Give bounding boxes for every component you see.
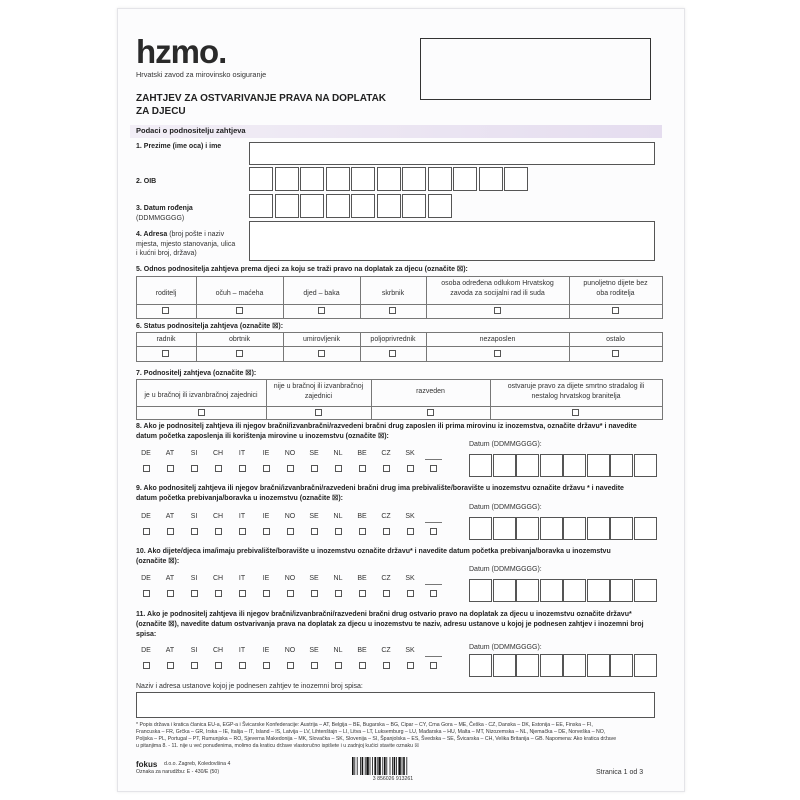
barcode-bar xyxy=(396,757,397,775)
q8-country-checkbox-nl[interactable] xyxy=(335,465,342,472)
q8-country-checkbox-ie[interactable] xyxy=(263,465,270,472)
oib-digit-cell[interactable] xyxy=(453,167,477,191)
barcode-bar xyxy=(370,757,371,775)
q8-country-checkbox-other[interactable] xyxy=(430,465,437,472)
country-code-label: SK xyxy=(405,647,415,654)
q7-checkbox-zajednica[interactable] xyxy=(198,409,205,416)
field-address-hint: i kućni broj, država) xyxy=(136,250,197,257)
q10-country-checkbox-nl[interactable] xyxy=(335,590,342,597)
q6-option-label: obrtnik xyxy=(228,336,250,343)
oib-digit-cell[interactable] xyxy=(249,167,273,191)
country-code-label: IE xyxy=(262,450,270,457)
oib-digit-cell[interactable] xyxy=(326,167,350,191)
q9-country-checkbox-be[interactable] xyxy=(359,528,366,535)
q11-country-checkbox-other[interactable] xyxy=(430,662,437,669)
q9-date-digit-cell[interactable] xyxy=(563,517,586,540)
divider xyxy=(136,346,663,347)
q11-date-digit-cell[interactable] xyxy=(516,654,539,677)
q11-country-checkbox-at[interactable] xyxy=(167,662,174,669)
barcode-bar xyxy=(352,757,354,775)
q5-option-label: djed – baka xyxy=(303,290,340,297)
oib-digit-cell[interactable] xyxy=(275,167,299,191)
divider xyxy=(136,332,663,333)
country-code-label: SK xyxy=(405,450,415,457)
q10-date-digit-cell[interactable] xyxy=(587,579,610,602)
q6-checkbox-nezaposlen[interactable] xyxy=(494,350,501,357)
q10-country-checkbox-other[interactable] xyxy=(430,590,437,597)
country-code-label: BE xyxy=(357,647,367,654)
q11-country-checkbox-be[interactable] xyxy=(359,662,366,669)
q8-date-digit-cell[interactable] xyxy=(516,454,539,477)
barcode-bar xyxy=(392,757,393,775)
q11-date-digit-cell[interactable] xyxy=(540,654,563,677)
country-code-label: SE xyxy=(309,513,319,520)
q8-date-digit-cell[interactable] xyxy=(493,454,516,477)
field-name-label: 1. Prezime (ime oca) i ime xyxy=(136,143,222,150)
country-code-label: NL xyxy=(333,513,343,520)
q10-country-checkbox-no[interactable] xyxy=(287,590,294,597)
institute-name: Hrvatski zavod za mirovinsko osiguranje xyxy=(136,70,267,79)
country-code-label: IE xyxy=(262,647,270,654)
q10-text-line: (označite ☒): xyxy=(136,558,180,565)
field-dob-format: (DDMMGGGG) xyxy=(136,215,185,222)
country-code-label: NO xyxy=(284,450,296,457)
publisher-name: fokus xyxy=(136,760,158,769)
q9-country-checkbox-other[interactable] xyxy=(430,528,437,535)
country-code-label: SI xyxy=(190,647,198,654)
q11-date-digit-cell[interactable] xyxy=(469,654,492,677)
country-code-label: SK xyxy=(405,513,415,520)
country-code-label: IE xyxy=(262,513,270,520)
country-code-label: NL xyxy=(333,575,343,582)
q10-text-line: 10. Ako dijete/djeca ima/imaju prebivalište/boravište u inozemstvu označite državu* i navedite datum početka prebivanja/boravka u inozemstvu xyxy=(136,548,611,555)
country-writein-line[interactable] xyxy=(425,459,442,460)
q6-option-label: nezaposlen xyxy=(479,336,516,343)
q11-date-label: Datum (DDMMGGGG): xyxy=(469,644,542,651)
q7-title: 7. Podnositelj zahtjeva (označite ☒): xyxy=(136,370,257,377)
q8-text-line: 8. Ako je podnositelj zahtjeva ili njegov bračni/izvanbračni/razvedeni bračni drug zaposlen ili prima mirovinu iz inozemstva, označite državu* i navedite xyxy=(136,423,637,430)
barcode-bar xyxy=(362,757,364,775)
q9-text-line: datum početka prebivanja/boravka u inozemstvu (označite ☒): xyxy=(136,495,343,502)
q10-date-label: Datum (DDMMGGGG): xyxy=(469,566,542,573)
q5-option-label: očuh – maćeha xyxy=(215,290,264,297)
q9-country-checkbox-nl[interactable] xyxy=(335,528,342,535)
divider xyxy=(136,419,663,420)
oib-digit-cell[interactable] xyxy=(402,167,426,191)
country-code-label: CZ xyxy=(381,575,391,582)
q5-option-label: roditelj xyxy=(155,290,177,297)
country-code-label: BE xyxy=(357,575,367,582)
country-code-label: SI xyxy=(190,575,198,582)
q8-country-checkbox-se[interactable] xyxy=(311,465,318,472)
q10-country-checkbox-se[interactable] xyxy=(311,590,318,597)
field-dob-label: 3. Datum rođenja xyxy=(136,205,193,212)
country-code-label: CZ xyxy=(381,513,391,520)
q5-checkbox-osoba-odredena[interactable] xyxy=(494,307,501,314)
country-code-label: DE xyxy=(141,450,151,457)
form-title-line: ZAHTJEV ZA OSTVARIVANJE PRAVA NA DOPLATAK xyxy=(136,93,387,104)
q10-date-digit-cell[interactable] xyxy=(540,579,563,602)
barcode-bar xyxy=(365,757,366,775)
country-code-label: AT xyxy=(165,450,175,457)
q9-country-checkbox-no[interactable] xyxy=(287,528,294,535)
q5-title: 5. Odnos podnositelja zahtjeva prema djeci za koju se traži pravo na doplatak za djecu (označite ☒): xyxy=(136,266,468,273)
q7-checkbox-razveden[interactable] xyxy=(427,409,434,416)
country-code-label: CH xyxy=(212,450,224,457)
country-code-label: IT xyxy=(238,450,246,457)
form-title-line: ZA DJECU xyxy=(136,106,186,117)
q8-date-digit-cell[interactable] xyxy=(540,454,563,477)
divider xyxy=(136,361,663,362)
dob-digit-cell[interactable] xyxy=(351,194,375,218)
barcode-bar xyxy=(372,757,373,775)
q10-country-checkbox-ie[interactable] xyxy=(263,590,270,597)
barcode-graphic xyxy=(351,757,435,775)
q8-country-checkbox-de[interactable] xyxy=(143,465,150,472)
country-writein-line[interactable] xyxy=(425,584,442,585)
q8-date-digit-cell[interactable] xyxy=(563,454,586,477)
form-page xyxy=(117,8,685,792)
q11-country-checkbox-se[interactable] xyxy=(311,662,318,669)
country-code-label: DE xyxy=(141,647,151,654)
barcode-bar xyxy=(402,757,403,775)
q5-checkbox-skrbnik[interactable] xyxy=(389,307,396,314)
q5-option-label: skrbnik xyxy=(381,290,405,297)
q11-date-digit-cell[interactable] xyxy=(610,654,633,677)
oib-digit-cell[interactable] xyxy=(428,167,452,191)
q9-country-checkbox-it[interactable] xyxy=(239,528,246,535)
q7-option-label: je u bračnoj ili izvanbračnoj zajednici xyxy=(144,392,258,399)
q9-date-digit-cell[interactable] xyxy=(610,517,633,540)
q9-date-digit-cell[interactable] xyxy=(493,517,516,540)
q9-country-checkbox-de[interactable] xyxy=(143,528,150,535)
q10-country-checkbox-ch[interactable] xyxy=(215,590,222,597)
barcode-bar xyxy=(382,757,383,775)
q8-country-checkbox-ch[interactable] xyxy=(215,465,222,472)
q8-country-checkbox-at[interactable] xyxy=(167,465,174,472)
q11-text-line: spisa: xyxy=(136,631,157,638)
oib-digit-cell[interactable] xyxy=(300,167,324,191)
q9-date-label: Datum (DDMMGGGG): xyxy=(469,504,542,511)
q5-checkbox-djed-baka[interactable] xyxy=(318,307,325,314)
q8-date-label: Datum (DDMMGGGG): xyxy=(469,441,542,448)
section-title: Podaci o podnositelju zahtjeva xyxy=(136,126,246,135)
q10-date-digit-cell[interactable] xyxy=(563,579,586,602)
q10-country-checkbox-it[interactable] xyxy=(239,590,246,597)
q6-checkbox-ostalo[interactable] xyxy=(612,350,619,357)
barcode-bar xyxy=(384,757,386,775)
country-code-label: SE xyxy=(309,647,319,654)
divider xyxy=(136,276,663,277)
q10-date-digit-cell[interactable] xyxy=(634,579,657,602)
publisher-address: d.o.o. Zagreb, Koledovšina 4 xyxy=(164,761,231,767)
oib-digit-cell[interactable] xyxy=(504,167,528,191)
q8-date-digit-cell[interactable] xyxy=(587,454,610,477)
barcode-bar xyxy=(354,757,355,775)
hzmo-logo: hzmo. xyxy=(136,33,227,70)
q7-option-label: nije u bračnoj ili izvanbračnoj xyxy=(273,383,364,390)
barcode-bar xyxy=(386,757,387,775)
country-code-label: AT xyxy=(165,575,175,582)
barcode-bar xyxy=(357,757,358,775)
q5-option-label: punoljetno dijete bez xyxy=(583,280,648,287)
q6-checkbox-radnik[interactable] xyxy=(162,350,169,357)
q10-date-digit-cell[interactable] xyxy=(610,579,633,602)
footnote-line: u pitanjima 8. - 11. nije u već ponuđenima, molimo da kraticu države vlastoručno ispišete i u zadnjoj kućici stavite oznaku ☒ xyxy=(136,743,420,749)
country-code-label: NO xyxy=(284,513,296,520)
q8-country-checkbox-no[interactable] xyxy=(287,465,294,472)
q11-text-line: 11. Ako je podnositelj zahtjeva ili njegov bračni/izvanbračni/razvedeni bračni drug ostvario pravo na doplatak za djecu u inozemstvu označite državu* xyxy=(136,611,632,618)
country-code-label: CH xyxy=(212,575,224,582)
barcode-bar xyxy=(403,757,405,775)
dob-digit-cell[interactable] xyxy=(428,194,452,218)
q8-country-checkbox-be[interactable] xyxy=(359,465,366,472)
barcode-bar xyxy=(378,757,380,775)
q11-country-checkbox-de[interactable] xyxy=(143,662,150,669)
q10-country-checkbox-be[interactable] xyxy=(359,590,366,597)
barcode-number: 3 856026 913261 xyxy=(372,776,414,782)
q5-checkbox-punoljetno-dijete[interactable] xyxy=(612,307,619,314)
country-code-label: CZ xyxy=(381,450,391,457)
field-oib-label: 2. OIB xyxy=(136,178,157,185)
footnote-line: Francuska – FR, Grčka – GR, Irska – IE, Italija – IT, Island – IS, Latvija – LV, Lihtenštajn – LI, Litva – LT, Luksemburg – LU, Mađarska – HU, Malta – MT, Nizozemska – NL, Njemačka – DE, Norveška – NO, xyxy=(136,729,606,735)
divider xyxy=(136,406,663,407)
address-input[interactable] xyxy=(249,221,655,261)
divider xyxy=(136,318,663,319)
q11-country-checkbox-cz[interactable] xyxy=(383,662,390,669)
dob-digit-cell[interactable] xyxy=(249,194,273,218)
order-code: Oznaka za narudžbu: E - 430/E (50) xyxy=(136,769,220,775)
country-code-label: SE xyxy=(309,450,319,457)
barcode-bar xyxy=(398,757,400,775)
q8-country-checkbox-it[interactable] xyxy=(239,465,246,472)
q8-country-checkbox-cz[interactable] xyxy=(383,465,390,472)
footnote-line: Poljska – PL, Portugal – PT, Rumunjska – RO, Sjeverna Makedonija – MK, Slovačka – SK, Slovenija – SI, Španjolska – ES, Švedska – SE, Švicarska – CH, Velika Britanija – GB. Napomena: Ako kratica države xyxy=(136,736,617,742)
q9-date-digit-cell[interactable] xyxy=(587,517,610,540)
q9-date-digit-cell[interactable] xyxy=(469,517,492,540)
q5-option-label: oba roditelja xyxy=(596,290,635,297)
country-writein-line[interactable] xyxy=(425,656,442,657)
form-title xyxy=(136,92,386,118)
q9-text-line: 9. Ako podnositelj zahtjeva ili njegov bračni/izvanbračni/razvedeni bračni drug ima prebivalište/boravište u inozemstvu označite državu * i navedite xyxy=(136,485,624,492)
q5-checkbox-roditelj[interactable] xyxy=(162,307,169,314)
q9-country-checkbox-sk[interactable] xyxy=(407,528,414,535)
q8-country-checkbox-si[interactable] xyxy=(191,465,198,472)
q6-checkbox-umirovljenik[interactable] xyxy=(318,350,325,357)
q7-option-label: ostvaruje pravo za dijete smrtno stradalog ili xyxy=(507,383,645,390)
oib-digit-cell[interactable] xyxy=(351,167,375,191)
institution-label: Naziv i adresa ustanove kojoj je podnesen zahtjev te inozemni broj spisa: xyxy=(136,683,363,690)
barcode-bar xyxy=(360,757,361,775)
footnote xyxy=(136,722,676,750)
q11-country-checkbox-it[interactable] xyxy=(239,662,246,669)
q10-date-digit-cell[interactable] xyxy=(493,579,516,602)
q9-country-checkbox-si[interactable] xyxy=(191,528,198,535)
q11-date-digit-cell[interactable] xyxy=(563,654,586,677)
country-code-label: IT xyxy=(238,647,246,654)
q10-country-checkbox-sk[interactable] xyxy=(407,590,414,597)
name-input[interactable] xyxy=(249,142,655,165)
barcode-bar xyxy=(390,757,391,775)
barcode-bar xyxy=(377,757,378,775)
dob-digit-cell[interactable] xyxy=(300,194,324,218)
oib-digit-cell[interactable] xyxy=(479,167,503,191)
footnote-line: * Popis država i kratica članica EU-a, EGP-a i Švicarske Konfederacije: Austrija – AT, Belgija – BE, Bugarska – BG, Cipar – CY, Crna Gora – ME, Češka - CZ, Danska – DK, Estonija – EE, Finska – FI, xyxy=(136,722,593,728)
q11-date-digit-cell[interactable] xyxy=(587,654,610,677)
country-code-label: NL xyxy=(333,450,343,457)
q6-option-label: radnik xyxy=(156,336,176,343)
q9-date-digit-cell[interactable] xyxy=(516,517,539,540)
country-code-label: SK xyxy=(405,575,415,582)
q7-option-label: nestalog hrvatskog branitelja xyxy=(531,393,621,400)
field-address-label xyxy=(136,230,248,259)
divider xyxy=(662,379,663,419)
q9-country-checkbox-se[interactable] xyxy=(311,528,318,535)
field-address-title: 4. Adresa xyxy=(136,231,168,238)
dob-digit-cell[interactable] xyxy=(402,194,426,218)
q8-date-digit-cell[interactable] xyxy=(469,454,492,477)
page-number: Stranica 1 od 3 xyxy=(596,769,644,776)
divider xyxy=(136,304,663,305)
q11-country-checkbox-sk[interactable] xyxy=(407,662,414,669)
divider xyxy=(371,379,372,419)
q10-country-checkbox-si[interactable] xyxy=(191,590,198,597)
q11-country-checkbox-no[interactable] xyxy=(287,662,294,669)
dob-digit-cell[interactable] xyxy=(377,194,401,218)
country-code-label: IT xyxy=(238,513,246,520)
q11-country-checkbox-nl[interactable] xyxy=(335,662,342,669)
country-code-label: DE xyxy=(141,575,151,582)
q11-date-digit-cell[interactable] xyxy=(493,654,516,677)
country-code-label: SI xyxy=(190,513,198,520)
q9-country-checkbox-at[interactable] xyxy=(167,528,174,535)
q10-date-digit-cell[interactable] xyxy=(469,579,492,602)
q11-country-checkbox-si[interactable] xyxy=(191,662,198,669)
divider xyxy=(662,332,663,361)
q9-country-checkbox-ie[interactable] xyxy=(263,528,270,535)
q8-text-line: datum početka zaposlenja ili korištenja mirovine u inozemstvu (označite ☒): xyxy=(136,433,389,440)
country-writein-line[interactable] xyxy=(425,522,442,523)
dob-digit-cell[interactable] xyxy=(326,194,350,218)
country-code-label: AT xyxy=(165,647,175,654)
country-code-label: IE xyxy=(262,575,270,582)
q9-country-checkbox-cz[interactable] xyxy=(383,528,390,535)
q9-date-digit-cell[interactable] xyxy=(634,517,657,540)
field-address-hint: mjesta, mjesto stanovanja, ulica xyxy=(136,240,236,248)
q7-checkbox-branitelj[interactable] xyxy=(572,409,579,416)
q7-checkbox-nije-zajednica[interactable] xyxy=(315,409,322,416)
country-code-label: BE xyxy=(357,450,367,457)
q10-country-checkbox-at[interactable] xyxy=(167,590,174,597)
q6-option-label: poljoprivrednik xyxy=(370,336,416,343)
country-code-label: NO xyxy=(284,575,296,582)
barcode-bar xyxy=(366,757,368,775)
country-code-label: NO xyxy=(284,647,296,654)
q8-country-checkbox-sk[interactable] xyxy=(407,465,414,472)
q6-title: 6. Status podnositelja zahtjeva (označite ☒): xyxy=(136,323,284,330)
q11-text-line: (označite ☒), navedite datum ostvarivanja prava na doplatak za djecu u inozemstvu te naziv, adresu ustanove u kojoj je podnesen zahtjev i inozemni broj xyxy=(136,621,644,628)
q8-date-digit-cell[interactable] xyxy=(634,454,657,477)
country-code-label: SI xyxy=(190,450,198,457)
country-code-label: IT xyxy=(238,575,246,582)
country-code-label: SE xyxy=(309,575,319,582)
barcode-bar xyxy=(394,757,396,775)
q8-date-digit-cell[interactable] xyxy=(610,454,633,477)
q7-option-label: zajednici xyxy=(304,393,333,400)
q10-country-checkbox-de[interactable] xyxy=(143,590,150,597)
barcode-bar xyxy=(406,757,407,775)
country-code-label: NL xyxy=(333,647,343,654)
dob-digit-cell[interactable] xyxy=(275,194,299,218)
country-code-label: DE xyxy=(141,513,151,520)
q9-date-digit-cell[interactable] xyxy=(540,517,563,540)
q11-country-checkbox-ch[interactable] xyxy=(215,662,222,669)
country-code-label: CH xyxy=(212,647,224,654)
q7-option-label: razveden xyxy=(416,388,445,395)
q6-checkbox-poljoprivrednik[interactable] xyxy=(389,350,396,357)
q6-checkbox-obrtnik[interactable] xyxy=(236,350,243,357)
field-address-hint: (broj pošte i naziv xyxy=(167,231,225,238)
q5-checkbox-ocuh-maceha[interactable] xyxy=(236,307,243,314)
q6-option-label: ostalo xyxy=(606,336,625,343)
q9-country-checkbox-ch[interactable] xyxy=(215,528,222,535)
country-code-label: AT xyxy=(165,513,175,520)
q5-option-label: zavoda za socijalni rad ili suda xyxy=(450,290,545,297)
country-code-label: CZ xyxy=(381,647,391,654)
q10-country-checkbox-cz[interactable] xyxy=(383,590,390,597)
institution-input[interactable] xyxy=(136,692,655,718)
divider xyxy=(662,276,663,318)
q11-country-checkbox-ie[interactable] xyxy=(263,662,270,669)
country-code-label: BE xyxy=(357,513,367,520)
q10-date-digit-cell[interactable] xyxy=(516,579,539,602)
barcode xyxy=(351,757,435,775)
barcode-bar xyxy=(374,757,376,775)
q5-option-label: osoba određena odlukom Hrvatskog xyxy=(441,280,554,287)
q6-option-label: umirovljenik xyxy=(303,336,340,343)
divider xyxy=(136,379,663,380)
country-code-label: CH xyxy=(212,513,224,520)
stamp-box xyxy=(420,38,651,100)
q11-date-digit-cell[interactable] xyxy=(634,654,657,677)
oib-digit-cell[interactable] xyxy=(377,167,401,191)
